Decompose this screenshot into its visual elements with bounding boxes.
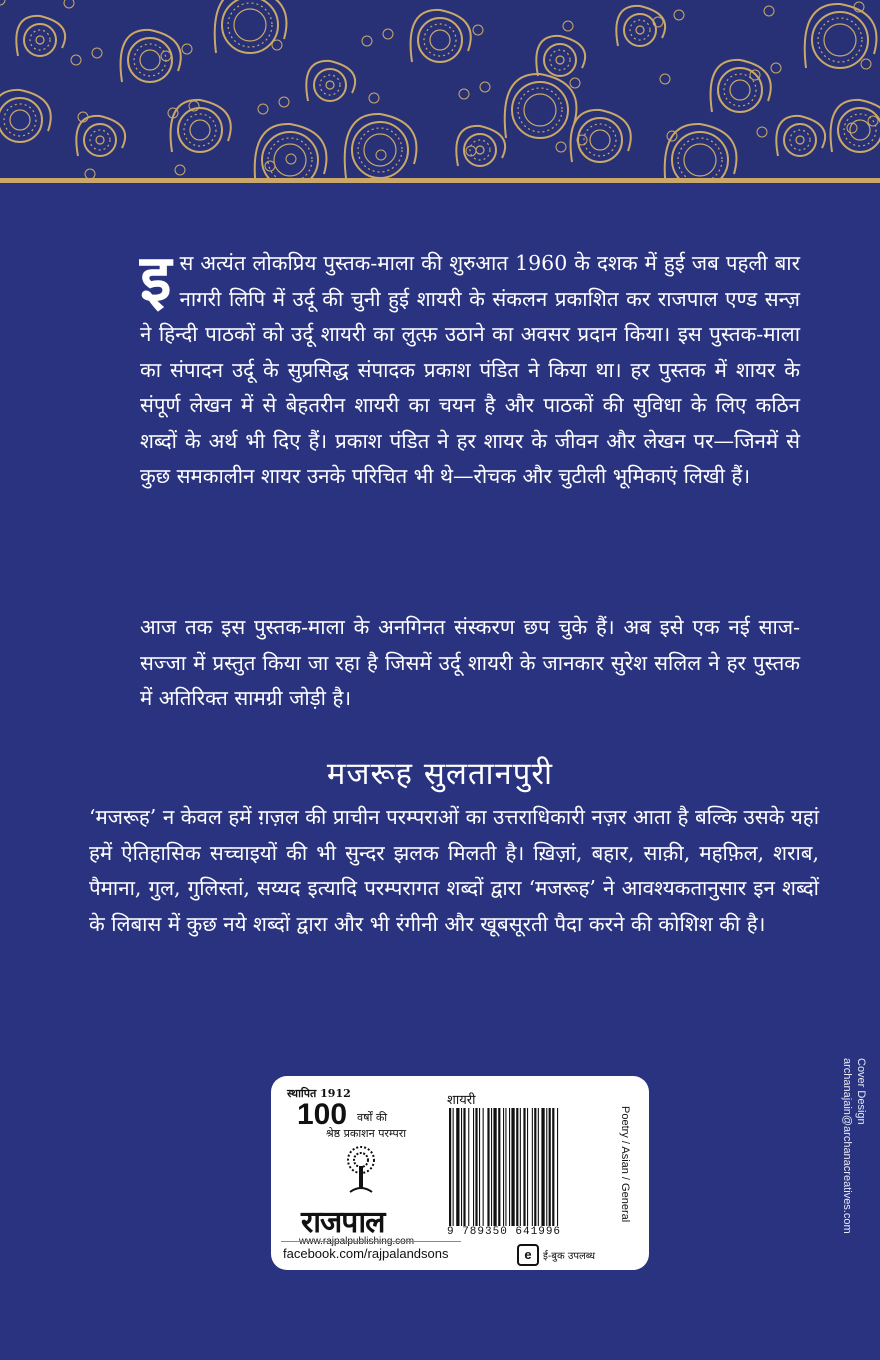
category-label: शायरी (447, 1093, 476, 1108)
ebook-available-text: ई-बुक उपलब्ध (543, 1251, 596, 1262)
cover-design-credit (832, 1058, 868, 1278)
publisher-brand: राजपाल (301, 1206, 385, 1239)
years-text: वर्षों की (357, 1111, 388, 1124)
isbn-barcode (447, 1108, 597, 1226)
facebook-link[interactable]: facebook.com/rajpalandsons (283, 1246, 449, 1261)
intro-text: स अत्यंत लोकप्रिय पुस्तक-माला की शुरुआत 1960 के दशक में हुई जब पहली बार नागरी लिपि में उर्दू की चुनी हुई शायरी के संकलन प्रकाशित कर राजपाल एण्ड सन्ज़ ने हिन्दी पाठकों को उर्दू शायरी का लुत्फ़ उठाने का अवसर प्रदान किया। इस पुस्तक-माला का संपादन उर्दू के सुप्रसिद्ध संपादक प्रकाश पंडित ने किया था। हर पुस्तक में शायर के संपूर्ण लेखन में से बेहतरीन शायरी का चयन है और पाठकों की सुविधा के लिए कठिन शब्दों के अर्थ भी दिए हैं। प्रकाश पंडित ने हर शायर के जीवन और लेखन पर—जिनमें से कुछ समकालीन शायर उनके परिचित भी थे—रोचक और चुटीली भूमिकाएं लिखी हैं। (140, 251, 800, 488)
hundred-years-number: 100 (297, 1098, 348, 1131)
paisley-banner (0, 0, 880, 178)
series-paragraph: आज तक इस पुस्तक-माला के अनगिनत संस्करण छप चुके हैं। अब इसे एक नई साज-सज्जा में प्रस्तुत किया जा रहा है जिसमें उर्दू शायरी के जानकार सुरेश सलिल ने हर पुस्तक में अतिरिक्त सामग्री जोड़ी है। (140, 615, 800, 710)
isbn-number: 9 789350 641996 (447, 1226, 562, 1238)
credit-label: Cover Design (855, 1058, 867, 1125)
paisley-pattern (0, 0, 880, 178)
intro-paragraph (140, 241, 800, 495)
tradition-text: श्रेष्ठ प्रकाशन परम्परा (325, 1127, 407, 1140)
bisac-category: Poetry / Asian / General (619, 1106, 631, 1223)
poet-description: ‘मजरूह’ न केवल हमें ग़ज़ल की प्राचीन परम्पराओं का उत्तराधिकारी नज़र आता है बल्कि उसके यहां हमें ऐतिहासिक सच्चाइयों की भी सुन्दर झलक मिलती है। ख़िज़ां, बहार, साक़ी, महफ़िल, शराब, पैमाना, गुल, गुलिस्तां, सय्यद इत्यादि परम्परागत शब्दों द्वारा ‘मजरूह’ ने आवश्यकतानुसार इन शब्दों के लिबास में कुछ नये शब्दों द्वारा और भी रंगीनी और खूबसूरती पैदा करने की कोशिश की है। (89, 805, 819, 936)
facebook-divider (281, 1241, 461, 1242)
poet-title: मजरूह सुलतानपुरी (326, 756, 554, 792)
tree-logo-icon (336, 1144, 386, 1194)
ebook-icon: e (517, 1244, 539, 1266)
gold-border (0, 178, 880, 183)
credit-email: archanajain@archanacreatives.com (841, 1058, 853, 1234)
publisher-barcode-box (271, 1076, 649, 1270)
established-text: स्थापित 1912 (287, 1087, 351, 1100)
drop-cap: इ (140, 241, 172, 316)
